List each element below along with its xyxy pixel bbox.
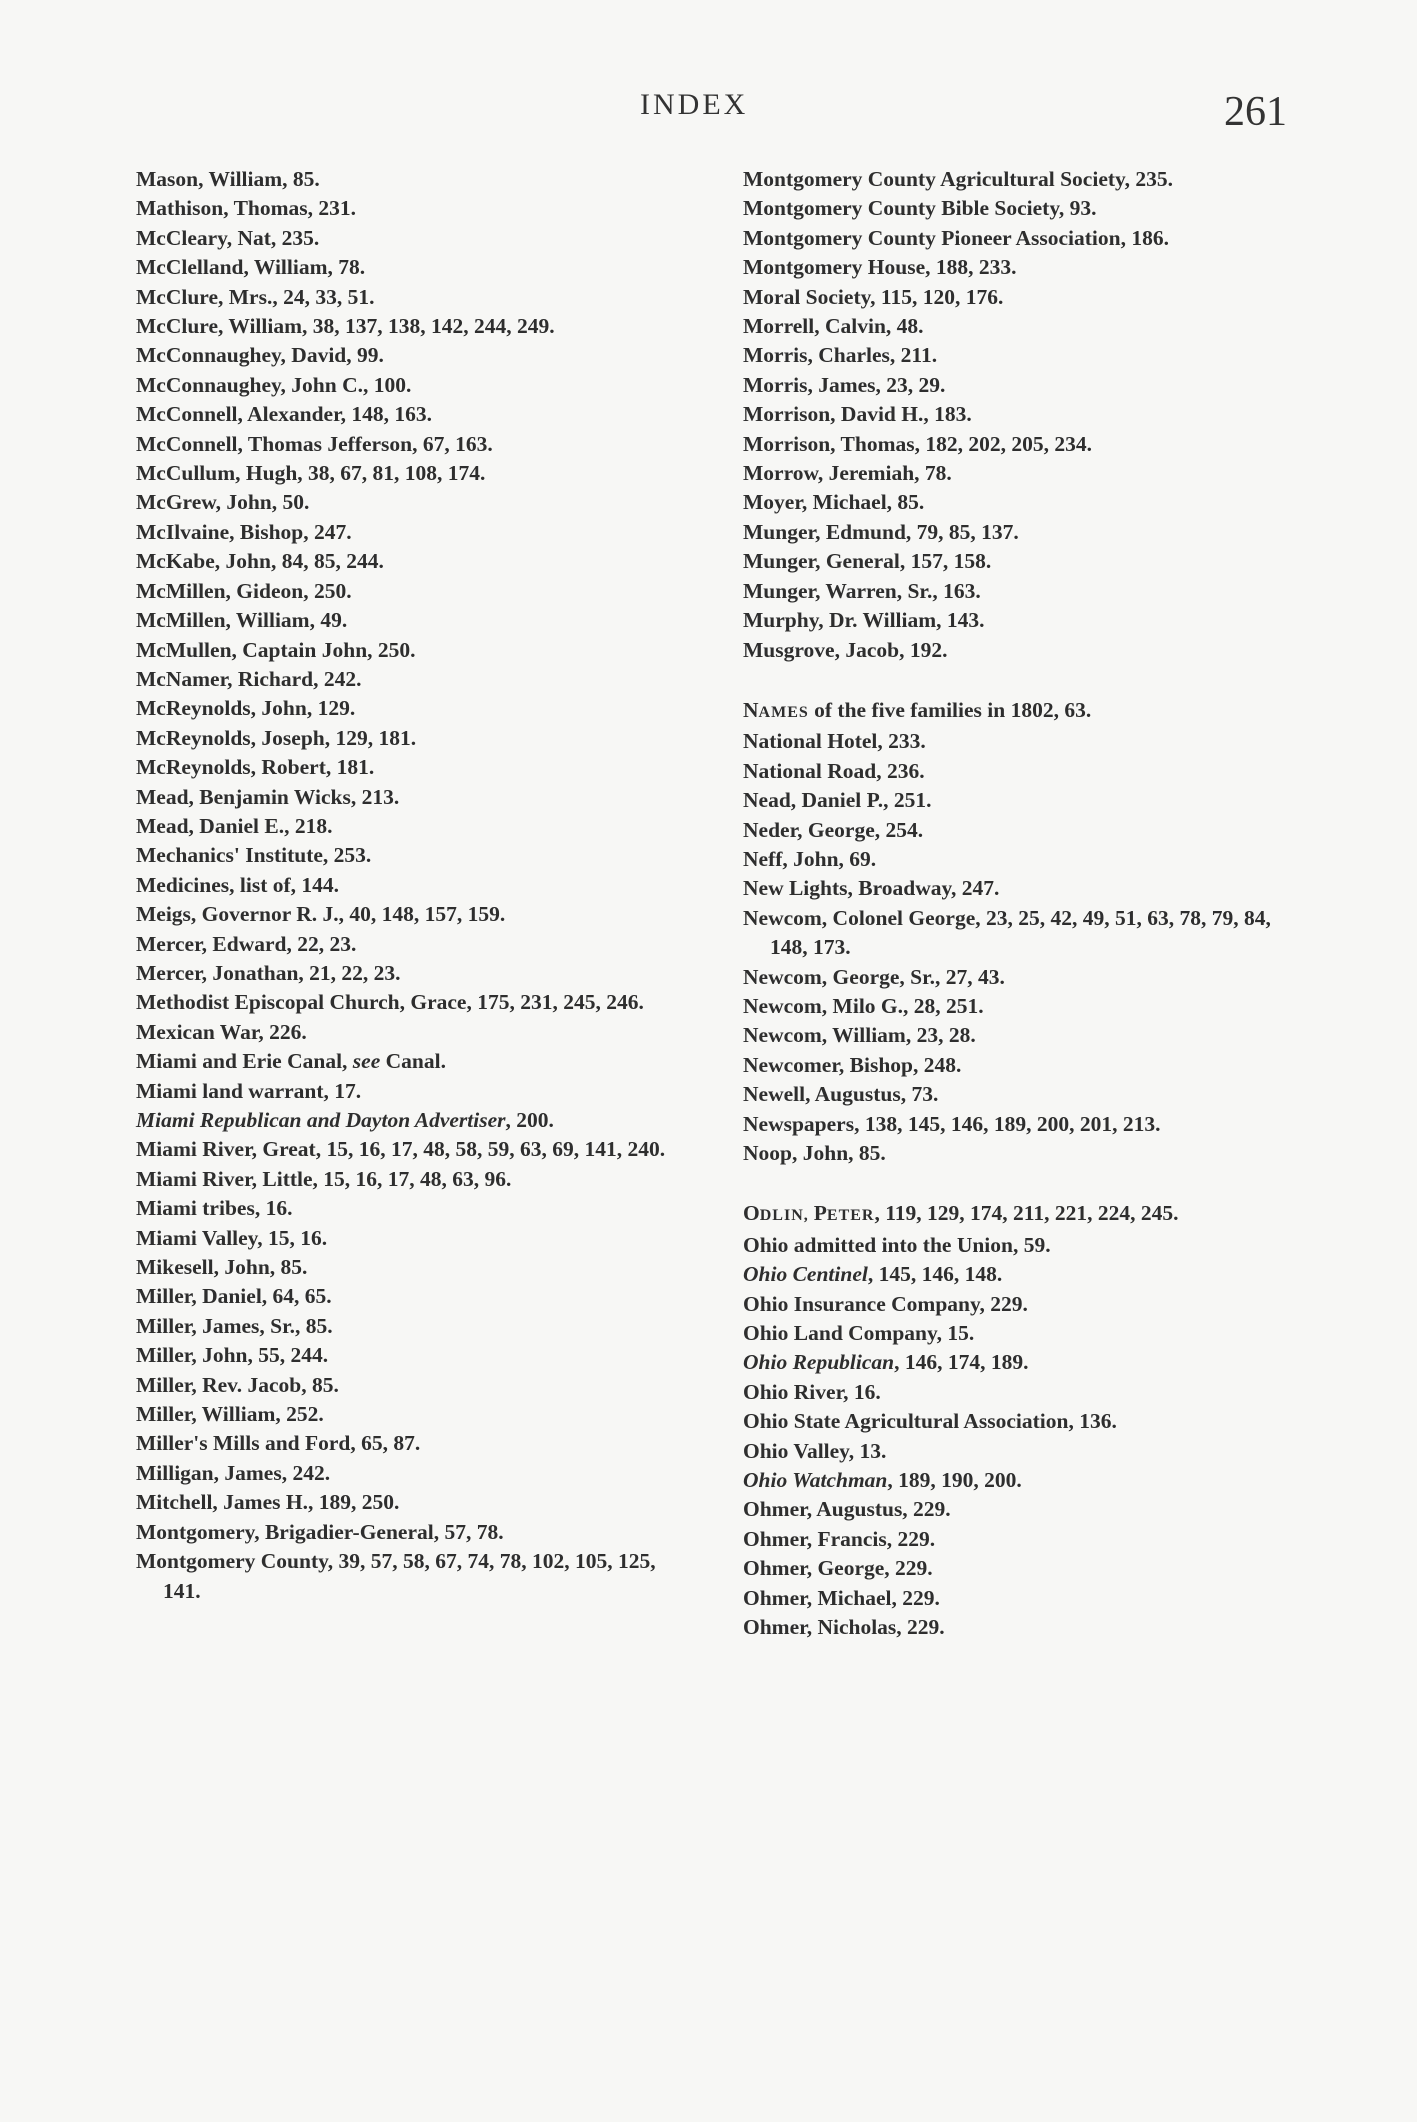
index-entry: Milligan, James, 242. xyxy=(136,1460,331,1485)
index-entry: Miller, Rev. Jacob, 85. xyxy=(136,1372,339,1397)
index-entry: Ohio State Agricultural Association, 136. xyxy=(743,1409,1117,1434)
index-entry: Newcom, George, Sr., 27, 43. xyxy=(743,964,1005,989)
index-entry: McKabe, John, 84, 85, 244. xyxy=(136,549,384,574)
index-entry: Montgomery County Bible Society, 93. xyxy=(743,196,1097,221)
index-entry: Montgomery County, 39, 57, 58, 67, 74, 78, 102, 105, 125, 141. xyxy=(136,1549,656,1603)
index-entry: McConnaughey, David, 99. xyxy=(136,343,384,368)
index-entry: McIlvaine, Bishop, 247. xyxy=(136,519,352,544)
index-entry: Munger, General, 157, 158. xyxy=(743,549,992,574)
index-entry: Morrison, Thomas, 182, 202, 205, 234. xyxy=(743,431,1092,456)
index-entry: Montgomery, Brigadier-General, 57, 78. xyxy=(136,1519,504,1544)
index-entry: Mercer, Jonathan, 21, 22, 23. xyxy=(136,960,401,985)
index-entry: Morrow, Jeremiah, 78. xyxy=(743,461,952,486)
index-entry: McGrew, John, 50. xyxy=(136,490,310,515)
index-entry: Moral Society, 115, 120, 176. xyxy=(743,284,1004,309)
index-entry: Miami River, Great, 15, 16, 17, 48, 58, 59, 63, 69, 141, 240. xyxy=(136,1137,666,1162)
index-entry: Musgrove, Jacob, 192. xyxy=(743,637,948,662)
index-entry: McClure, William, 38, 137, 138, 142, 244, 249. xyxy=(136,314,555,339)
index-entry: McMullen, Captain John, 250. xyxy=(136,637,416,662)
index-entry: McCullum, Hugh, 38, 67, 81, 108, 174. xyxy=(136,461,486,486)
index-entry: Noop, John, 85. xyxy=(743,1141,886,1165)
index-entry: McReynolds, Robert, 181. xyxy=(136,755,375,780)
index-entry: Montgomery County Agricultural Society, 235. xyxy=(743,167,1173,191)
left-column xyxy=(136,165,691,1606)
index-entry: Newcom, Milo G., 28, 251. xyxy=(743,993,984,1018)
index-entry: National Hotel, 233. xyxy=(743,729,926,754)
index-entry: Morris, James, 23, 29. xyxy=(743,372,946,397)
index-entry: National Road, 236. xyxy=(743,758,925,783)
index-entry: Mason, William, 85. xyxy=(136,167,320,191)
index-entry: Morrison, David H., 183. xyxy=(743,402,972,427)
index-entry: Methodist Episcopal Church, Grace, 175, 231, 245, 246. xyxy=(136,990,644,1015)
index-entry: McNamer, Richard, 242. xyxy=(136,666,362,691)
index-entry: McCleary, Nat, 235. xyxy=(136,225,320,250)
index-entry: Ohio River, 16. xyxy=(743,1379,881,1404)
index-entry: Miami River, Little, 15, 16, 17, 48, 63, 96. xyxy=(136,1166,512,1191)
index-entry: Miami land warrant, 17. xyxy=(136,1078,362,1103)
index-entry: McConnell, Alexander, 148, 163. xyxy=(136,402,433,427)
index-entry: Newspapers, 138, 145, 146, 189, 200, 201, 213. xyxy=(743,1111,1161,1136)
index-entry: Neder, George, 254. xyxy=(743,817,924,842)
index-entry: Mathison, Thomas, 231. xyxy=(136,196,357,221)
index-entry: Ohio admitted into the Union, 59. xyxy=(743,1232,1051,1257)
index-entry: McConnell, Thomas Jefferson, 67, 163. xyxy=(136,431,493,456)
index-entry: Miami and Erie Canal, see Canal. xyxy=(136,1049,446,1074)
index-entry: Mexican War, 226. xyxy=(136,1019,307,1044)
index-entry: Munger, Warren, Sr., 163. xyxy=(743,578,981,603)
index-entry: Ohmer, Nicholas, 229. xyxy=(743,1615,945,1640)
index-entry: Neff, John, 69. xyxy=(743,846,877,871)
index-entry: McClure, Mrs., 24, 33, 51. xyxy=(136,284,375,309)
index-entry: McMillen, William, 49. xyxy=(136,608,348,633)
index-entry: ODLIN, PETER, 119, 129, 174, 211, 221, 224, 245. xyxy=(743,1201,1179,1226)
index-entry: Newcom, Colonel George, 23, 25, 42, 49, 51, 63, 78, 79, 84, 148, 173. xyxy=(743,905,1271,960)
index-entry: Medicines, list of, 144. xyxy=(136,872,340,897)
index-entry: McReynolds, John, 129. xyxy=(136,696,356,721)
index-entry: Morris, Charles, 211. xyxy=(743,343,938,368)
index-entry: Moyer, Michael, 85. xyxy=(743,490,925,515)
index-entry: Miller, James, Sr., 85. xyxy=(136,1313,333,1338)
index-entry: Ohio Republican, 146, 174, 189. xyxy=(743,1350,1029,1375)
index-entry: McConnaughey, John C., 100. xyxy=(136,372,412,397)
right-column xyxy=(743,165,1303,1643)
group-spacer xyxy=(743,1168,1303,1199)
index-entry: Meigs, Governor R. J., 40, 148, 157, 159. xyxy=(136,902,506,927)
running-head-title: INDEX xyxy=(640,88,749,121)
index-entry: Mikesell, John, 85. xyxy=(136,1255,308,1280)
index-entry: Miami Republican and Dayton Advertiser, 200. xyxy=(136,1108,554,1132)
index-entry: Miller's Mills and Ford, 65, 87. xyxy=(136,1431,421,1456)
index-entry: McReynolds, Joseph, 129, 181. xyxy=(136,725,417,750)
index-entry: Ohmer, George, 229. xyxy=(743,1556,933,1581)
index-entry: Ohio Watchman, 189, 190, 200. xyxy=(743,1468,1022,1493)
index-entry: Newell, Augustus, 73. xyxy=(743,1082,939,1107)
index-entry: Morrell, Calvin, 48. xyxy=(743,314,924,339)
index-entry: Ohio Land Company, 15. xyxy=(743,1321,975,1346)
index-entry: Newcom, William, 23, 28. xyxy=(743,1023,976,1048)
index-entry: Miami Valley, 15, 16. xyxy=(136,1225,328,1250)
index-entry: McMillen, Gideon, 250. xyxy=(136,578,352,603)
index-entry: Mercer, Edward, 22, 23. xyxy=(136,931,357,956)
index-entry: New Lights, Broadway, 247. xyxy=(743,876,1000,901)
index-entry: Ohio Valley, 13. xyxy=(743,1438,887,1463)
index-entry: Murphy, Dr. William, 143. xyxy=(743,608,985,633)
index-entry: Ohio Insurance Company, 229. xyxy=(743,1291,1028,1316)
index-entry: Miller, Daniel, 64, 65. xyxy=(136,1284,332,1309)
index-entry: NAMES of the five families in 1802, 63. xyxy=(743,697,1092,722)
index-entry: Mitchell, James H., 189, 250. xyxy=(136,1490,400,1515)
index-entry: Ohmer, Francis, 229. xyxy=(743,1526,936,1551)
index-entry: Montgomery House, 188, 233. xyxy=(743,255,1017,280)
page-number: 261 xyxy=(1224,89,1287,135)
index-entry: Nead, Daniel P., 251. xyxy=(743,788,932,813)
index-entry: Ohmer, Augustus, 229. xyxy=(743,1497,951,1522)
index-entry: McClelland, William, 78. xyxy=(136,255,366,280)
index-entry: Newcomer, Bishop, 248. xyxy=(743,1052,962,1077)
index-entry: Mead, Benjamin Wicks, 213. xyxy=(136,784,400,809)
index-entry: Miller, John, 55, 244. xyxy=(136,1343,329,1368)
index-entry: Miami tribes, 16. xyxy=(136,1196,293,1221)
index-entry: Munger, Edmund, 79, 85, 137. xyxy=(743,519,1019,544)
index-entry: Ohmer, Michael, 229. xyxy=(743,1585,940,1610)
index-entry: Mead, Daniel E., 218. xyxy=(136,813,333,838)
group-spacer xyxy=(743,665,1303,696)
index-entry: Miller, William, 252. xyxy=(136,1402,324,1427)
index-entry: Montgomery County Pioneer Association, 186. xyxy=(743,225,1169,250)
index-entry: Ohio Centinel, 145, 146, 148. xyxy=(743,1262,1003,1287)
index-entry: Mechanics' Institute, 253. xyxy=(136,843,372,868)
